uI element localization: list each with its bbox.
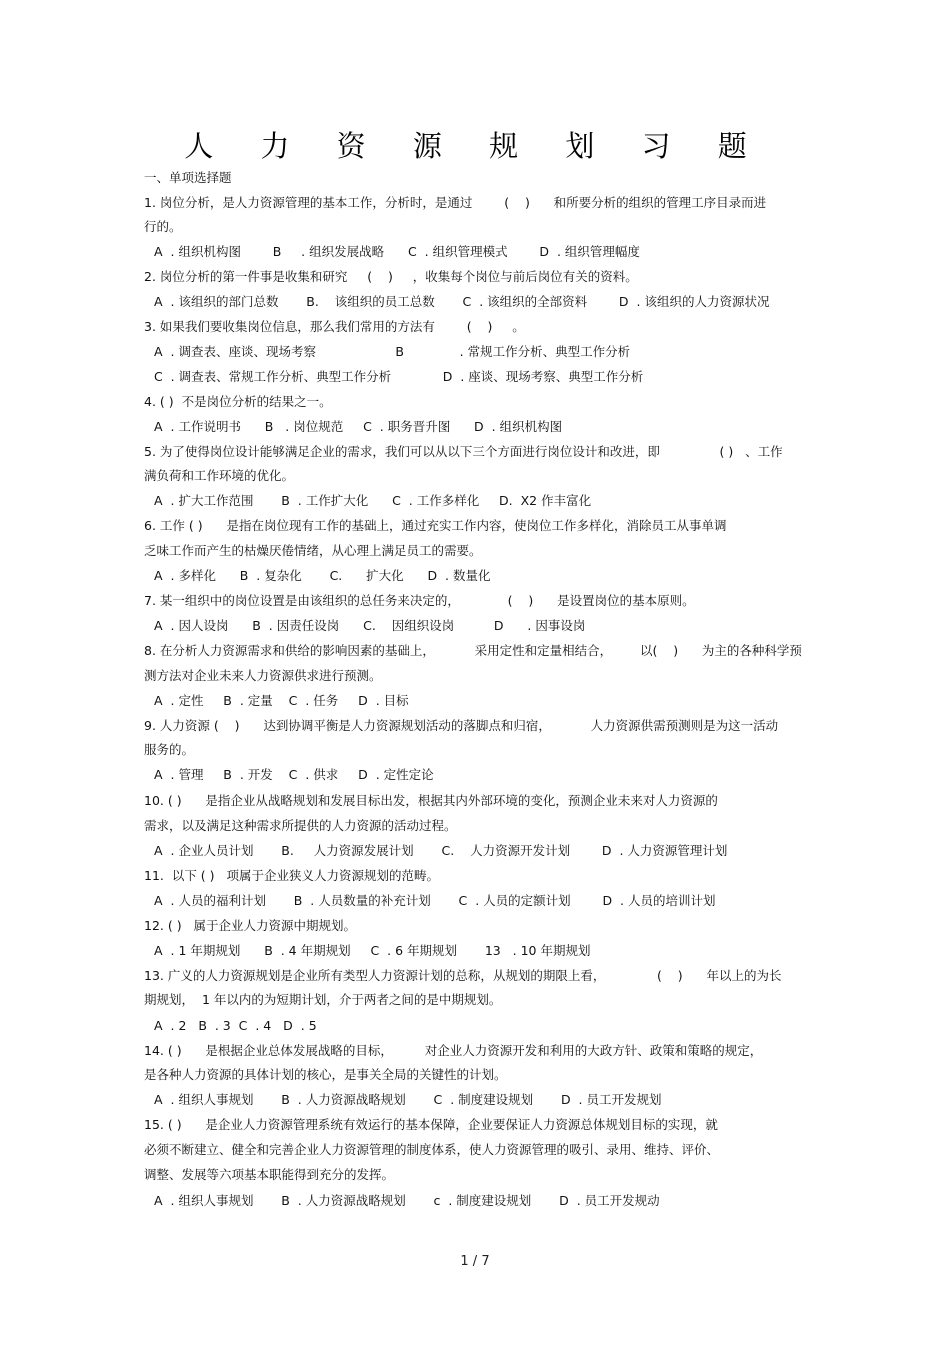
question-line: 8. 在分析人力资源需求和供给的影响因素的基础上， 采用定性和定量相结合， 以( ) 为主的各种科学预 bbox=[144, 643, 802, 658]
question-line: 5. 为了使得岗位设计能够满足企业的需求，我们可以从以下三个方面进行岗位设计和改进，即 ( ) 、工作 bbox=[144, 444, 783, 459]
options-line: A . 工作说明书 B . 岗位规范 C . 职务晋升图 D . 组织机构图 bbox=[154, 419, 563, 434]
question-line: 服务的。 bbox=[144, 742, 195, 757]
options-line: A . 因人设岗 B . 因责任设岗 C. 因组织设岗 D . 因事设岗 bbox=[154, 618, 586, 633]
question-line: 4. ( ) 不是岗位分析的结果之一。 bbox=[144, 394, 332, 409]
question-line: 15. ( ) 是企业人力资源管理系统有效运行的基本保障，企业要保证人力资源总体规划目标的实现，就 bbox=[144, 1117, 718, 1132]
question-line: 乏味工作而产生的枯燥厌倦情绪，从心理上满足员工的需要。 bbox=[144, 543, 482, 558]
options-line: A . 人员的福利计划 B . 人员数量的补充计划 C . 人员的定额计划 D . 人员的培训计划 bbox=[154, 893, 716, 908]
question-line: 调整、发展等六项基本职能得到充分的发挥。 bbox=[144, 1167, 395, 1182]
options-line: A . 组织人事规划 B . 人力资源战略规划 c . 制度建设规划 D . 员工开发规动 bbox=[154, 1193, 660, 1208]
question-line: 10. ( ) 是指企业从战略规划和发展目标出发，根据其内外部环境的变化，预测企业未来对人力资源的 bbox=[144, 793, 718, 808]
question-line: 1. 岗位分析，是人力资源管理的基本工作，分析时，是通过 ( ) 和所要分析的组织的管理工序目录而进 bbox=[144, 195, 767, 210]
options-line: C . 调查表、常规工作分析、典型工作分析 D . 座谈、现场考察、典型工作分析 bbox=[154, 369, 644, 384]
options-line: A . 企业人员计划 B. 人力资源发展计划 C. 人力资源开发计划 D . 人力资源管理计划 bbox=[154, 843, 728, 858]
question-line: 7. 某一组织中的岗位设置是由该组织的总任务来决定的， ( ) 是设置岗位的基本原则。 bbox=[144, 593, 695, 608]
question-line: 13. 广义的人力资源规划是企业所有类型人力资源计划的总称，从规划的期限上看， ( ) 年以上的为长 bbox=[144, 968, 782, 983]
question-line: 11. 以下 ( ) 项属于企业狭义人力资源规划的范畴。 bbox=[144, 868, 439, 883]
question-line: 行的。 bbox=[144, 219, 182, 234]
question-line: 期规划， 1 年以内的为短期计划，介于两者之间的是中期规划。 bbox=[144, 992, 502, 1007]
page-number: 1 / 7 bbox=[460, 1254, 490, 1269]
question-line: 必须不断建立、健全和完善企业人力资源管理的制度体系，使人力资源管理的吸引、录用、维持、评价、 bbox=[144, 1142, 720, 1157]
question-line: 9. 人力资源 ( ) 达到协调平衡是人力资源规划活动的落脚点和归宿， 人力资源供需预测则是为这一活动 bbox=[144, 718, 779, 733]
options-line: A . 多样化 B . 复杂化 C. 扩大化 D . 数量化 bbox=[154, 568, 491, 583]
options-line: A . 该组织的部门总数 B. 该组织的员工总数 C . 该组织的全部资料 D . 该组织的人力资源状况 bbox=[154, 294, 770, 309]
question-line: 测方法对企业未来人力资源供求进行预测。 bbox=[144, 668, 382, 683]
question-line: 3. 如果我们要收集岗位信息，那么我们常用的方法有 ( ) 。 bbox=[144, 319, 525, 334]
question-line: 12. ( ) 属于企业人力资源中期规划。 bbox=[144, 918, 357, 933]
options-line: A . 2 B . 3 C . 4 D . 5 bbox=[154, 1018, 317, 1033]
options-line: A . 1 年期规划 B . 4 年期规划 C . 6 年期规划 13 . 10 年期规划 bbox=[154, 943, 591, 958]
question-line: 6. 工作 ( ) 是指在岗位现有工作的基础上，通过充实工作内容，使岗位工作多样化，消除员工从事单调 bbox=[144, 518, 727, 533]
question-line: 满负荷和工作环境的优化。 bbox=[144, 468, 295, 483]
question-line: 14. ( ) 是根据企业总体发展战略的目标， 对企业人力资源开发和利用的大政方针、政策和策略的规定， bbox=[144, 1043, 763, 1058]
question-line: 2. 岗位分析的第一件事是收集和研究 ( ) ，收集每个岗位与前后岗位有关的资料。 bbox=[144, 269, 638, 284]
page-title: 人 力 资 源 规 划 习 题 bbox=[184, 129, 766, 163]
section-heading: 一、单项选择题 bbox=[144, 170, 232, 185]
options-line: A . 组织机构图 B . 组织发展战略 C . 组织管理模式 D . 组织管理幅度 bbox=[154, 244, 640, 259]
options-line: A . 组织人事规划 B . 人力资源战略规划 C . 制度建设规划 D . 员工开发规划 bbox=[154, 1092, 662, 1107]
options-line: A . 扩大工作范围 B . 工作扩大化 C . 工作多样化 D. X2 作丰富化 bbox=[154, 493, 592, 508]
options-line: A . 管理 B . 开发 C . 供求 D . 定性定论 bbox=[154, 767, 434, 782]
question-line: 是各种人力资源的具体计划的核心，是事关全局的关键性的计划。 bbox=[144, 1067, 507, 1082]
question-line: 需求，以及满足这种需求所提供的人力资源的活动过程。 bbox=[144, 818, 457, 833]
options-line: A . 定性 B . 定量 C . 任务 D . 目标 bbox=[154, 693, 409, 708]
options-line: A . 调查表、座谈、现场考察 B . 常规工作分析、典型工作分析 bbox=[154, 344, 631, 359]
